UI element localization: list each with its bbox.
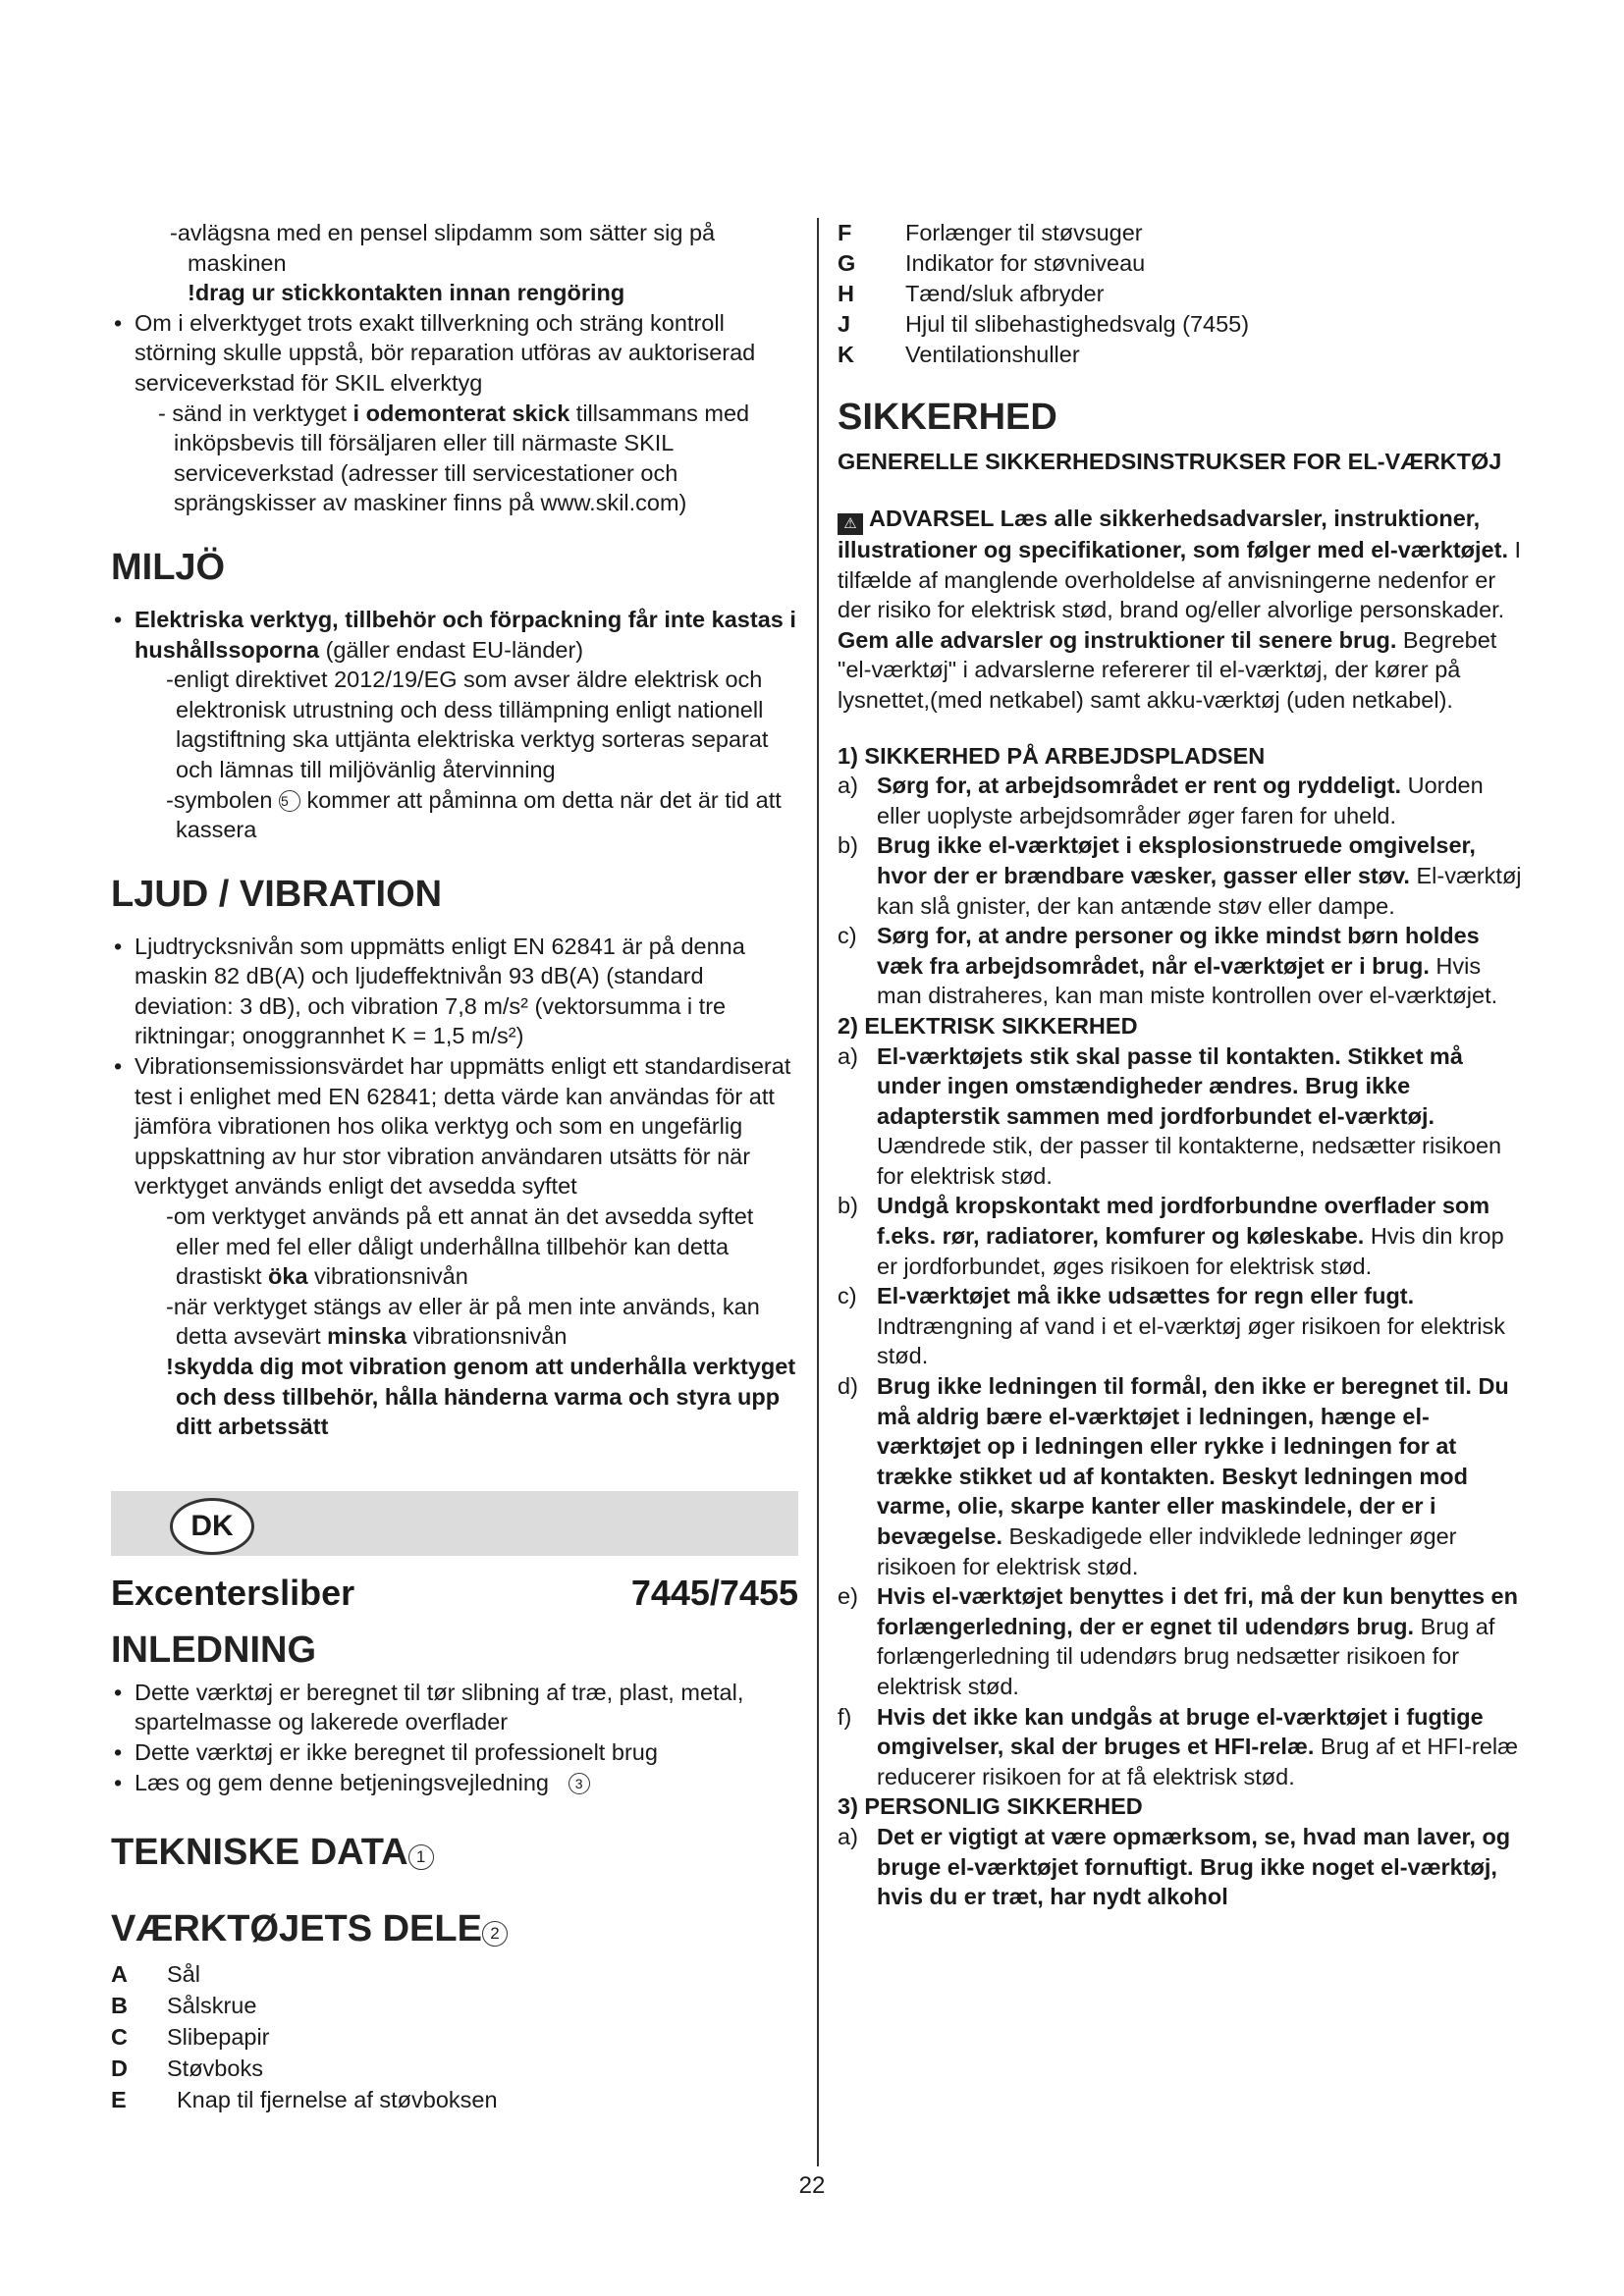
item-bold: Hvis el-værktøjet benyttes i det fri, må der kun benyttes en forlængerledning, der er egnet til udendørs brug. [877,1583,1518,1639]
item-label: b) [838,1193,858,1219]
item-bold: Sørg for, at andre personer og ikke mindst børn holdes væk fra arbejdsområdet, når el-værktøjet er i brug. [877,923,1480,979]
sub-text: kommer att påminna om detta när det är tid att kassera [176,786,782,843]
item-bold: Brug ikke ledningen til formål, den ikke er beregnet til. Du må aldrig bære el-værktøjet i ledningen, hænge el-værktøjet op i ledningen eller rykke i ledningen for at trække stikket ud af kontakten. Beskyt ledningen mod varme, olie, skarpe kanter eller maskindele, der er i bevægelse. [877,1373,1509,1549]
item-label: d) [838,1373,858,1400]
parts-list [111,1958,798,2115]
list-item [838,771,1525,830]
list-item [838,830,1525,921]
item-text: Brug af forlængerledning til udendørs brug nedsætter risikoen for elektrisk stød. [877,1613,1495,1699]
section-title-vaerktoj [111,1907,798,1950]
subsection-title: 1) SIKKERHED PÅ ARBEJDSPLADSEN [838,742,1266,769]
section-title-miljo: MILJÖ [111,546,226,588]
item-bold: Brug ikke el-værktøjet i eksplosionstruede omgivelser, hvor der er brændbare væsker, gasser eller støv. [877,832,1476,888]
parts-list [838,218,1525,370]
bullet-text: (gäller endast EU-länder) [319,636,584,663]
list-item [838,1371,1525,1581]
list-item [838,1281,1525,1371]
list-item [838,1822,1525,1912]
section-title-inledning: INLEDNING [111,1629,316,1671]
sub-text: -om verktyget används på ett annat än det avsedda syftet eller med fel eller dåligt underhållna tillbehör kan detta drastiskt [166,1203,754,1290]
sub-text: tillsammans med inköpsbevis till försäljaren eller till närmaste SKIL serviceverkstad (adresser till servicestationer och sprängskisser av maskiner finns på www.skil.com) [174,400,750,516]
item-text: Hvis din krop er jordforbundet, øges risikoen for elektrisk stød. [877,1223,1504,1279]
title-text: TEKNISKE DATA [111,1832,408,1874]
part-label: Indikator for støvniveau [905,250,1146,276]
subsection-title: 3) PERSONLIG SIKKERHED [838,1793,1143,1820]
warning-text: Begrebet "el-værktøj" i advarslerne refererer til el-værktøj, der kører på lysnettet,(med netkabel) samt akku-værktøj (uden netkabel). [838,626,1497,713]
list-item [838,921,1525,1011]
part-label: Hjul til slibehastighedsvalg (7455) [905,311,1250,337]
intro-line: maskinen [188,249,287,276]
bullet-bold: Elektriska verktyg, tillbehör och förpackning får inte kastas i hushållssoporna [135,606,796,663]
part-label: Forlænger til støvsuger [905,220,1143,245]
circled-number: 1 [408,1844,434,1870]
item-bold: El-værktøjet må ikke udsættes for regn eller fugt. [877,1283,1415,1309]
list-item: !skydda dig mot vibration genom att underhålla verktyget och dess tillbehör, hålla händerna varma och styra upp ditt arbetssätt [166,1354,796,1440]
list-item [111,2084,798,2115]
part-key: H [838,281,854,306]
list-item [838,1702,1525,1792]
list-item [111,1958,798,1990]
sub-bold: öka [268,1263,308,1290]
part-label: Tænd/sluk afbryder [905,281,1105,306]
product-model: 7445/7455 [630,1572,798,1613]
part-label: Støvboks [167,2056,263,2082]
part-label: Slibepapir [167,2024,270,2051]
column-divider [817,218,819,2166]
part-label: Sålskrue [167,1993,257,2019]
item-bold: Sørg for, at arbejdsområdet er rent og ryddeligt. [877,773,1402,799]
subsection-title: GENERELLE SIKKERHEDSINSTRUKSER FOR EL-VÆRKTØJ [838,449,1502,474]
list-item [838,1041,1525,1192]
list-item [838,340,1525,370]
item-text: Uorden eller uoplyste arbejdsområder øger faren for uheld. [877,773,1484,828]
part-key: G [838,250,856,276]
item-bold: Hvis det ikke kan undgås at bruge el-værktøjet i fugtige omgivelser, skal der bruges et HFI-relæ. [877,1703,1484,1760]
item-label: c) [838,1283,857,1309]
subsection-title: 2) ELEKTRISK SIKKERHED [838,1012,1138,1039]
part-key: E [111,2087,127,2113]
list-item [111,1201,798,1292]
list-item [111,1768,798,1798]
part-key: J [838,311,851,337]
list-item [838,218,1525,248]
item-bold: Det er vigtigt at være opmærksom, se, hvad man laver, og bruge el-værktøjet fornuftigt. Brug ikke noget el-værktøj, hvis du er træt, har nydt alkohol [877,1823,1511,1910]
item-label: a) [838,1042,858,1069]
circled-number: 3 [568,1773,590,1794]
sub-bold: i odemonterat skick [352,400,570,426]
list-item [111,2021,798,2053]
warning-text: I tilfælde af manglende overholdelse af anvisningerne nedenfor er der risiko for elektrisk stød, brand og/eller alvorlige personskader. [838,537,1522,623]
item-text: Brug af et HFI-relæ reducerer risikoen for at få elektrisk stød. [877,1734,1519,1789]
section-title-tekniske [111,1831,798,1874]
sub-text: -när verktyget stängs av eller är på men inte används, kan detta avsevärt [166,1293,760,1350]
part-key: B [111,1993,128,2019]
item-label: a) [838,1823,858,1849]
list-item [838,1191,1525,1281]
item-label: e) [838,1583,858,1610]
item-text: El-værktøj kan slå gnister, der kan antænde støv eller dampe. [877,862,1522,919]
item-text: Uændrede stik, der passer til kontakterne, nedsætter risikoen for elektrisk stød. [877,1133,1502,1189]
item-text: Hvis man distraheres, kan man miste kontrollen over el-værktøjet. [877,952,1498,1009]
list-item [111,605,798,665]
list-item: • Dette værktøj er ikke beregnet til professionelt brug [111,1737,798,1768]
intro-line: -avlägsna med en pensel slipdamm som sätter sig på [170,220,716,245]
intro-bold: !drag ur stickkontakten innan rengöring [188,280,625,306]
right-column [838,218,1525,1912]
page-number: 22 [798,2172,826,2199]
warning-icon: ⚠ [838,513,863,535]
circled-number: 2 [482,1921,508,1947]
language-banner [111,1491,798,1556]
item-bold: El-værktøjets stik skal passe til kontakten. Stikket må under ingen omstændigheder ændres. Brug ikke adapterstik sammen med jordforbundet el-værktøj. [877,1042,1463,1129]
list-item [111,1292,798,1352]
sub-text: vibrationsnivån [307,1263,468,1290]
list-item [111,785,798,845]
warning-bold: Gem alle advarsler og instruktioner til senere brug. [838,626,1397,653]
warning-paragraph [838,504,1525,716]
part-key: C [111,2024,128,2051]
product-heading [111,1572,798,1615]
list-item [838,279,1525,309]
circled-number: 5 [279,790,300,812]
list-item: -enligt direktivet 2012/19/EG som avser äldre elektrisk och elektronisk utrustning och dess tillämpning enligt nationell lagstiftning ska uttjänta elektriska verktyg sorteras separat och lämnas till miljövänlig återvinning [166,667,769,782]
part-key: K [838,342,854,367]
list-item [838,309,1525,340]
list-item: • Vibrationsemissionsvärdet har uppmätts enligt ett standardiserat test i enlighet med EN 62841; detta värde kan användas för att jämföra vibrationen hos olika verktyg och som en ungefärlig uppskattning av hur stor vibration användaren utsätts för när verktyget används enligt det avsedda syftet [111,1051,798,1201]
part-label: Knap til fjernelse af støvboksen [177,2087,498,2113]
part-label: Sål [167,1961,200,1988]
part-label: Ventilationshuller [905,342,1080,367]
sub-text: vibrationsnivån [406,1323,568,1350]
title-text: VÆRKTØJETS DELE [111,1908,482,1950]
section-title-sikkerhed: SIKKERHED [838,397,1057,438]
item-label: f) [838,1703,852,1730]
part-key: A [111,1961,128,1988]
sub-bold: minska [327,1323,407,1350]
bullet-text: Om i elverktyget trots exakt tillverkning och sträng kontroll störning skulle uppstå, bör reparation utföras av auktoriserad serviceverkstad för SKIL elverktyg [135,309,756,396]
list-item [111,308,798,399]
list-item [838,1581,1525,1701]
sub-text: - sänd in verktyget [158,400,353,426]
item-label: b) [838,832,858,859]
left-column [111,218,798,2115]
section-title-ljud: LJUD / VIBRATION [111,873,443,915]
item-label: a) [838,773,858,799]
warning-bold: ADVARSEL Læs alle sikkerhedsadvarsler, instruktioner, illustrationer og specifikationer, som følger med el-værktøjet. [838,506,1508,562]
part-key: F [838,220,852,245]
list-item [111,1990,798,2021]
list-item [838,248,1525,279]
list-item [135,399,798,518]
list-item: • Ljudtrycksnivån som uppmätts enligt EN 62841 är på denna maskin 82 dB(A) och ljudeffektnivån 93 dB(A) (standard deviation: 3 dB), och vibration 7,8 m/s² (vektorsumma i tre riktningar; onoggrannhet K = 1,5 m/s²) [111,932,798,1051]
part-key: D [111,2056,128,2082]
item-bold: Undgå kropskontakt med jordforbundne overflader som f.eks. rør, radiatorer, komfurer og køleskabe. [877,1193,1490,1250]
list-item: • Dette værktøj er beregnet til tør slibning af træ, plast, metal, spartelmasse og lakerede overflader [111,1678,798,1737]
item-label: c) [838,923,857,949]
list-item [111,2053,798,2084]
bullet-text: Læs og gem denne betjeningsvejledning [135,1769,550,1795]
sub-text: -symbolen [166,786,279,813]
product-name: Excentersliber [111,1572,355,1613]
item-text: Beskadigede eller indviklede ledninger øger risikoen for elektrisk stød. [877,1523,1457,1579]
dk-badge: DK [170,1498,254,1555]
item-text: Indtrængning af vand i et el-værktøj øger risikoen for elektrisk stød. [877,1312,1505,1369]
